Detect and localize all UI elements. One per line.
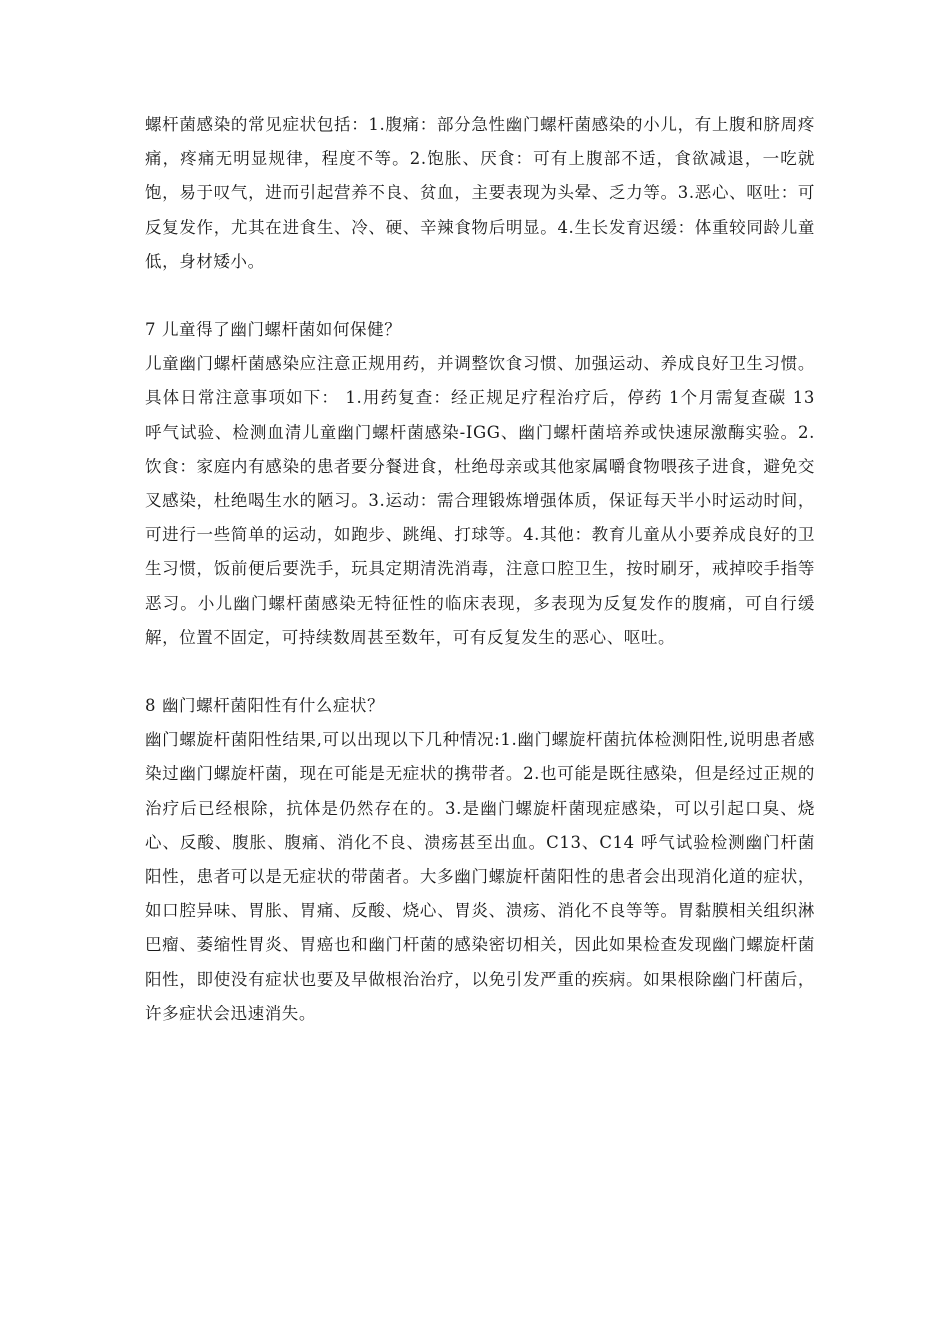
section-8-body: 幽门螺旋杆菌阳性结果,可以出现以下几种情况:1.幽门螺旋杆菌抗体检测阳性,说明患者感染过幽门螺旋杆菌，现在可能是无症状的携带者。2.也可能是既往感染，但是经过正规的治疗后已经根除，抗体是仍然存在的。3.是幽门螺旋杆菌现症感染，可以引起口臭、烧心、反酸、腹胀、腹痛、消化不良、溃疡甚至出血。C13、C14 呼气试验检测幽门杆菌阳性，患者可以是无症状的带菌者。大多幽门螺旋杆菌阳性的患者会出现消化道的症状，如口腔异味、胃胀、胃痛、反酸、烧心、胃炎、溃疡、消化不良等等。胃黏膜相关组织淋巴瘤、萎缩性胃炎、胃癌也和幽门杆菌的感染密切相关，因此如果检查发现幽门螺旋杆菌阳性，即使没有症状也要及早做根治治疗，以免引发严重的疾病。如果根除幽门杆菌后，许多症状会迅速消失。 — [145, 730, 815, 1023]
paragraph-gap — [145, 279, 815, 313]
section-7-heading: 7 儿童得了幽门螺杆菌如何保健？ — [145, 320, 402, 340]
section-8-heading: 8 幽门螺杆菌阳性有什么症状？ — [145, 696, 385, 716]
section-1-body: 螺杆菌感染的常见症状包括：1.腹痛：部分急性幽门螺杆菌感染的小儿，有上腹和脐周疼痛，疼痛无明显规律，程度不等。2.饱胀、厌食：可有上腹部不适，食欲减退，一吃就饱，易于叹气，进而引起营养不良、贫血，主要表现为头晕、乏力等。3.恶心、呕吐：可反复发作，尤其在进食生、冷、硬、辛辣食物后明显。4.生长发育迟缓：体重较同龄儿童低，身材矮小。 — [145, 115, 815, 271]
paragraph-gap — [145, 655, 815, 689]
document-page — [145, 108, 815, 1031]
section-7-body: 儿童幽门螺杆菌感染应注意正规用药，并调整饮食习惯、加强运动、养成良好卫生习惯。具体日常注意事项如下： 1.用药复查：经正规足疗程治疗后，停药 1个月需复查碳 13 呼气试验、检测血清儿童幽门螺杆菌感染-IGG、幽门螺杆菌培养或快速尿激酶实验。2.饮食：家庭内有感染的患者要分餐进食，杜绝母亲或其他家属嚼食物喂孩子进食，避免交叉感染，杜绝喝生水的陋习。3.运动：需合理锻炼增强体质，保证每天半小时运动时间，可进行一些简单的运动，如跑步、跳绳、打球等。4.其他：教育儿童从小要养成良好的卫生习惯，饭前便后要洗手，玩具定期清洗消毒，注意口腔卫生，按时刷牙，戒掉咬手指等恶习。小儿幽门螺杆菌感染无特征性的临床表现，多表现为反复发作的腹痛，可自行缓解，位置不固定，可持续数周甚至数年，可有反复发生的恶心、呕吐。 — [145, 354, 815, 647]
